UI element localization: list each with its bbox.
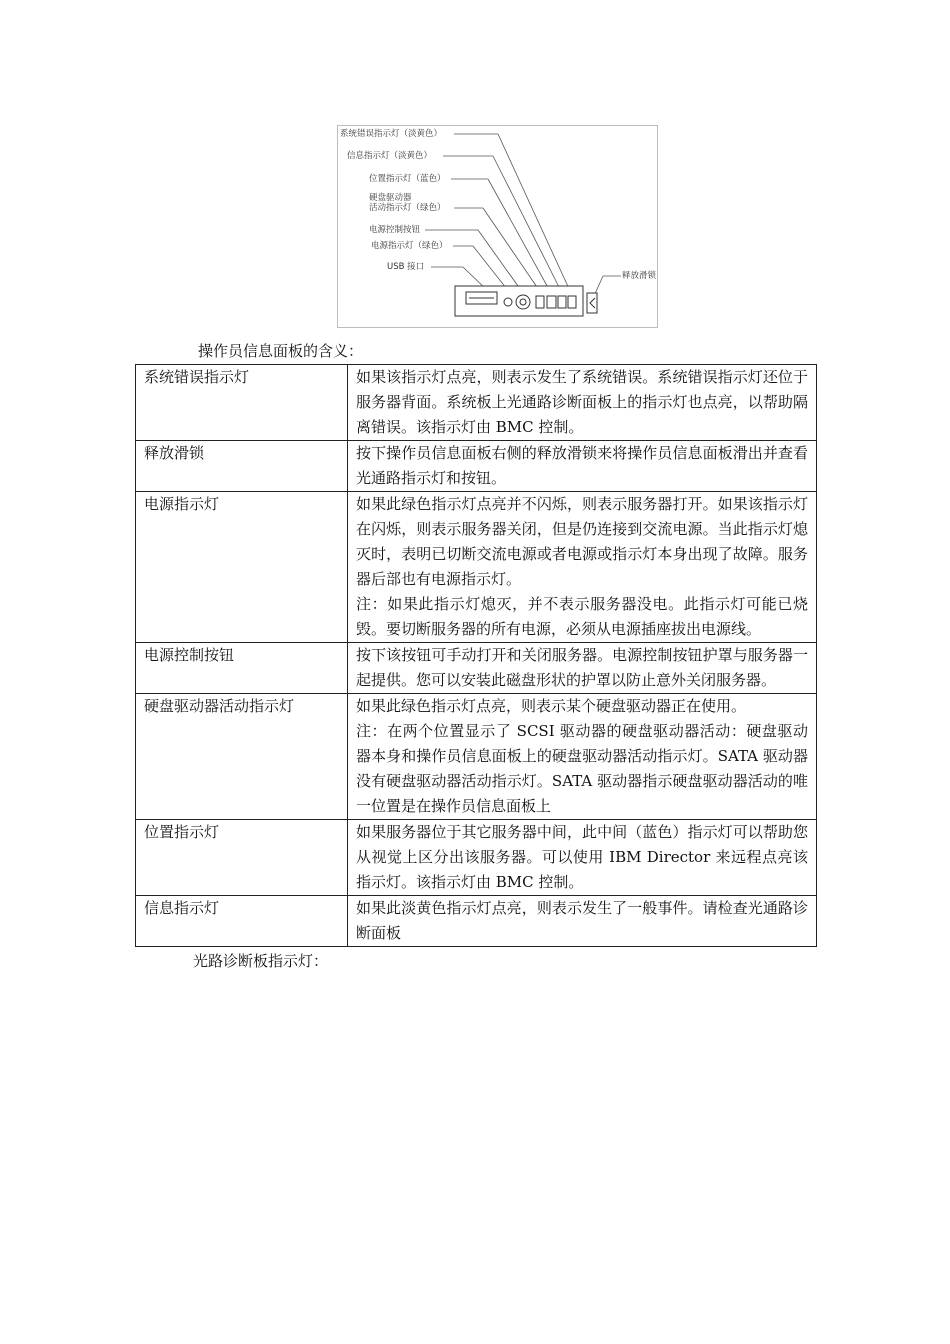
table-row xyxy=(136,820,817,896)
indicator-description xyxy=(348,365,817,441)
indicator-name: 电源指示灯 xyxy=(136,492,348,643)
indicator-name: 系统错误指示灯 xyxy=(136,365,348,441)
label-locator-led: 位置指示灯（蓝色） xyxy=(369,174,446,184)
label-usb-port: USB 接口 xyxy=(387,262,425,272)
operator-panel-figure xyxy=(337,125,658,328)
description-paragraph: 注：在两个位置显示了 SCSI 驱动器的硬盘驱动器活动：硬盘驱动器本身和操作员信息面板上的硬盘驱动器活动指示灯。SATA 驱动器没有硬盘驱动器活动指示灯。SATA 驱动器指示硬盘驱动器活动的唯一位置是在操作员信息面板上 xyxy=(356,722,808,815)
table-row xyxy=(136,441,817,492)
table-row xyxy=(136,492,817,643)
indicator-table-body xyxy=(136,365,817,947)
indicator-description xyxy=(348,896,817,947)
indicator-description xyxy=(348,643,817,694)
indicator-description xyxy=(348,820,817,896)
indicator-name: 释放滑锁 xyxy=(136,441,348,492)
indicator-name: 电源控制按钮 xyxy=(136,643,348,694)
indicator-name: 位置指示灯 xyxy=(136,820,348,896)
indicator-name: 硬盘驱动器活动指示灯 xyxy=(136,694,348,820)
description-paragraph: 如果服务器位于其它服务器中间，此中间（蓝色）指示灯可以帮助您从视觉上区分出该服务器。可以使用 IBM Director 来远程点亮该指示灯。该指示灯由 BMC 控制。 xyxy=(356,823,808,891)
table-row xyxy=(136,896,817,947)
table-row xyxy=(136,643,817,694)
description-paragraph: 如果此淡黄色指示灯点亮，则表示发生了一般事件。请检查光通路诊断面板 xyxy=(356,899,808,942)
label-info-led: 信息指示灯（淡黄色） xyxy=(347,151,433,161)
indicator-description xyxy=(348,441,817,492)
indicator-description xyxy=(348,694,817,820)
description-paragraph: 如果该指示灯点亮，则表示发生了系统错误。系统错误指示灯还位于服务器背面。系统板上光通路诊断面板上的指示灯也点亮，以帮助隔离错误。该指示灯由 BMC 控制。 xyxy=(356,368,808,436)
light-path-caption: 光路诊断板指示灯： xyxy=(193,952,329,970)
description-paragraph: 按下操作员信息面板右侧的释放滑锁来将操作员信息面板滑出并查看光通路指示灯和按钮。 xyxy=(356,444,808,487)
label-power-led: 电源指示灯（绿色） xyxy=(371,241,448,251)
label-hdd-activity-line1: 硬盘驱动器 xyxy=(369,193,412,203)
label-hdd-activity-line2: 活动指示灯（绿色） xyxy=(369,203,446,213)
description-paragraph: 如果此绿色指示灯点亮并不闪烁，则表示服务器打开。如果该指示灯在闪烁，则表示服务器关闭，但是仍连接到交流电源。当此指示灯熄灭时，表明已切断交流电源或者电源或指示灯本身出现了故障。服务器后部也有电源指示灯。 xyxy=(356,495,808,588)
description-paragraph: 如果此绿色指示灯点亮，则表示某个硬盘驱动器正在使用。 xyxy=(356,697,747,715)
panel-meaning-caption: 操作员信息面板的含义： xyxy=(198,342,364,360)
description-paragraph: 按下该按钮可手动打开和关闭服务器。电源控制按钮护罩与服务器一起提供。您可以安装此磁盘形状的护罩以防止意外关闭服务器。 xyxy=(356,646,808,689)
indicator-description xyxy=(348,492,817,643)
description-paragraph: 注：如果此指示灯熄灭，并不表示服务器没电。此指示灯可能已烧毁。要切断服务器的所有电源，必须从电源插座拔出电源线。 xyxy=(356,595,808,638)
label-release-latch: 释放滑锁 xyxy=(622,271,657,281)
table-row xyxy=(136,694,817,820)
indicator-table xyxy=(135,364,817,947)
table-row xyxy=(136,365,817,441)
label-power-button: 电源控制按钮 xyxy=(369,225,421,235)
label-system-error-led: 系统错误指示灯（淡黄色） xyxy=(340,129,443,139)
indicator-name: 信息指示灯 xyxy=(136,896,348,947)
